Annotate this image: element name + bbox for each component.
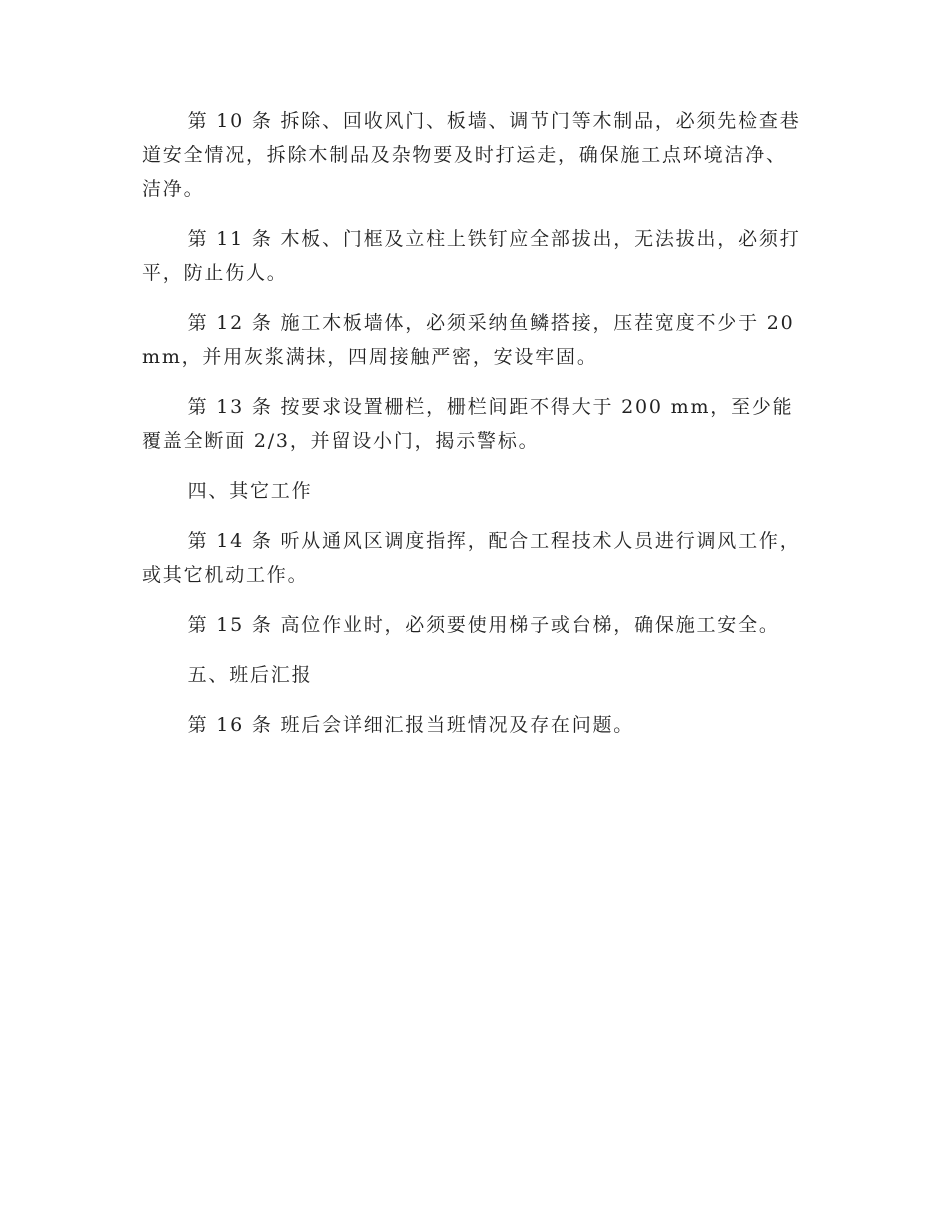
article-12-paragraph: 第 12 条 施工木板墙体，必须采纳鱼鳞搭接，压茬宽度不少于 20 mm，并用灰浆满抹，四周接触严密，安设牢固。	[142, 312, 795, 368]
article-14-paragraph: 第 14 条 听从通风区调度指挥，配合工程技术人员进行调风工作，或其它机动工作。	[142, 530, 801, 586]
section-heading-other-work: 四、其它工作	[187, 480, 313, 502]
article-10-paragraph: 第 10 条 拆除、回收风门、板墙、调节门等木制品，必须先检查巷道安全情况，拆除木制品及杂物要及时打运走，确保施工点环境洁净、洁净。	[142, 110, 801, 200]
article-13-paragraph: 第 13 条 按要求设置栅栏，栅栏间距不得大于 200 mm，至少能覆盖全断面 2/3，并留设小门，揭示警标。	[142, 396, 794, 452]
article-11-paragraph: 第 11 条 木板、门框及立柱上铁钉应全部拔出，无法拔出，必须打平，防止伤人。	[142, 228, 801, 284]
section-heading-post-shift-report: 五、班后汇报	[187, 664, 313, 686]
document-body	[142, 104, 802, 758]
article-16-paragraph: 第 16 条 班后会详细汇报当班情况及存在问题。	[187, 714, 635, 736]
article-15-paragraph: 第 15 条 高位作业时，必须要使用梯子或台梯，确保施工安全。	[187, 614, 780, 636]
